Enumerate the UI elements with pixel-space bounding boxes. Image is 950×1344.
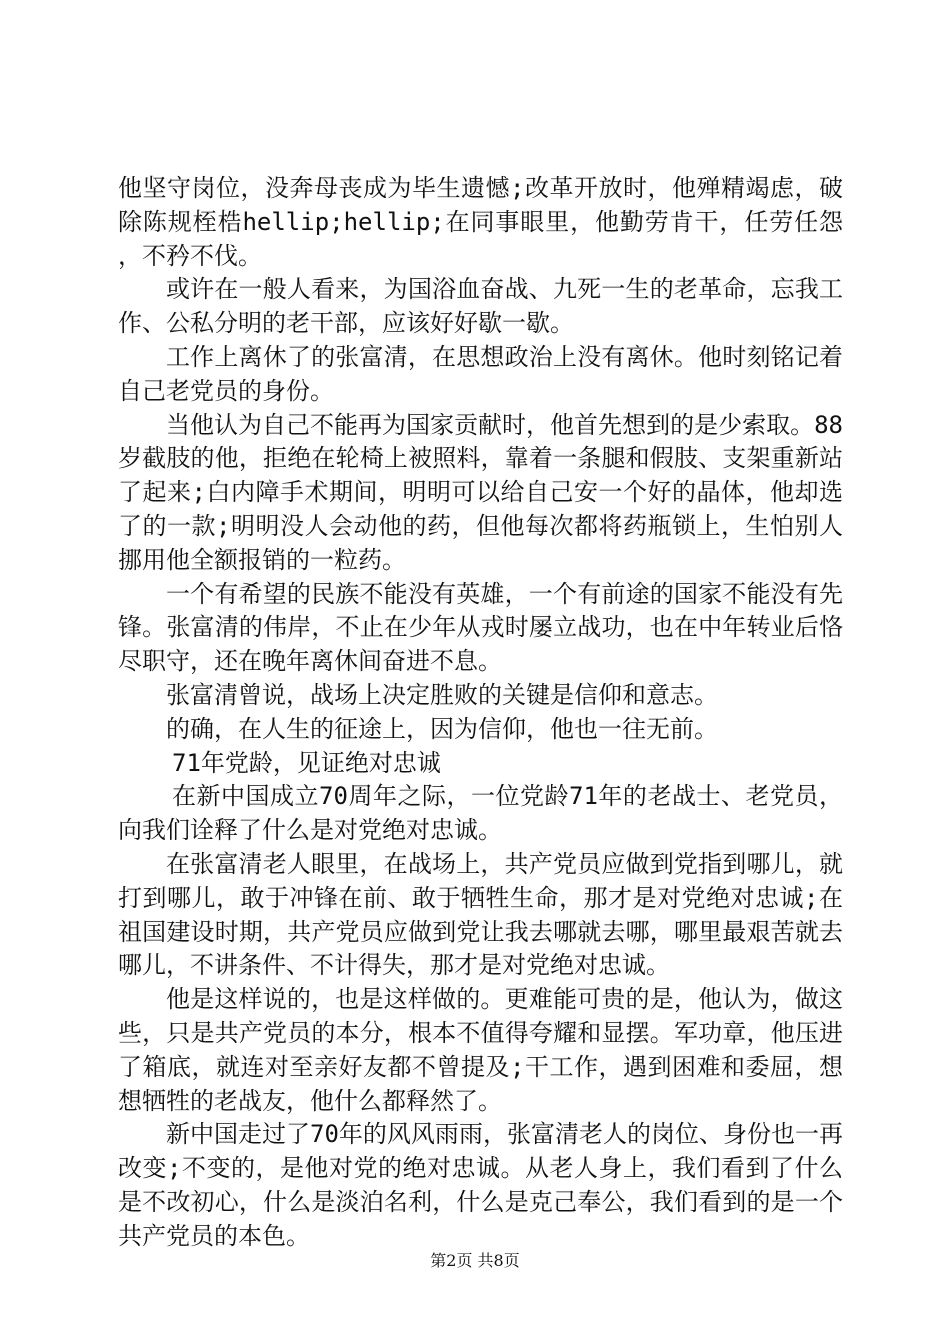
paragraph-12: 新中国走过了70年的风风雨雨，张富清老人的岗位、身份也一再改变;不变的，是他对党的绝对忠诚。从老人身上，我们看到了什么是不改初心，什么是淡泊名利，什么是克己奉公，我们看到的是一个共产党员的本色。 [118,1120,843,1250]
paragraph-2: 或许在一般人看来，为国浴血奋战、九死一生的老革命，忘我工作、公私分明的老干部，应该好好歇一歇。 [118,275,843,338]
paragraph-7: 的确，在人生的征途上，因为信仰，他也一往无前。 [166,714,718,743]
paragraph-11: 他是这样说的，也是这样做的。更难能可贵的是，他认为，做这些，只是共产党员的本分，根本不值得夸耀和显摆。军功章，他压进了箱底，就连对至亲好友都不曾提及;干工作，遇到困难和委屈，想想牺牲的老战友，他什么都释然了。 [118,985,843,1115]
paragraph-1: 他坚守岗位，没奔母丧成为毕生遗憾;改革开放时，他殚精竭虑，破除陈规桎梏hellip;hellip;在同事眼里，他勤劳肯干，任劳任怨，不矜不伐。 [118,174,843,270]
paragraph-10: 在张富清老人眼里，在战场上，共产党员应做到党指到哪儿，就打到哪儿，敢于冲锋在前、敢于牺牲生命，那才是对党绝对忠诚;在祖国建设时期，共产党员应做到党让我去哪就去哪，哪里最艰苦就去哪儿，不讲条件、不计得失，那才是对党绝对忠诚。 [118,849,843,980]
paragraph-5: 一个有希望的民族不能没有英雄，一个有前途的国家不能没有先锋。张富清的伟岸，不止在少年从戎时屡立战功，也在中年转业后恪尽职守，还在晚年离休间奋进不息。 [118,579,843,676]
paragraph-6: 张富清曾说，战场上决定胜败的关键是信仰和意志。 [166,680,718,709]
paragraph-4: 当他认为自己不能再为国家贡献时，他首先想到的是少索取。88岁截肢的他，拒绝在轮椅上被照料，靠着一条腿和假肢、支架重新站了起来;白内障手术期间，明明可以给自己安一个好的晶体，他却选了的一款;明明没人会动他的药，但他每次都将药瓶锁上，生怕别人挪用他全额报销的一粒药。 [118,410,843,574]
paragraph-3: 工作上离休了的张富清，在思想政治上没有离休。他时刻铭记着自己老党员的身份。 [118,342,843,405]
page-number-footer: 第2页 共8页 [430,1251,520,1270]
section-heading: 71年党龄，见证绝对忠诚 [172,748,441,777]
paragraph-9: 在新中国成立70周年之际，一位党龄71年的老战士、老党员，向我们诠释了什么是对党绝对忠诚。 [118,782,843,845]
document-body [118,172,843,1254]
